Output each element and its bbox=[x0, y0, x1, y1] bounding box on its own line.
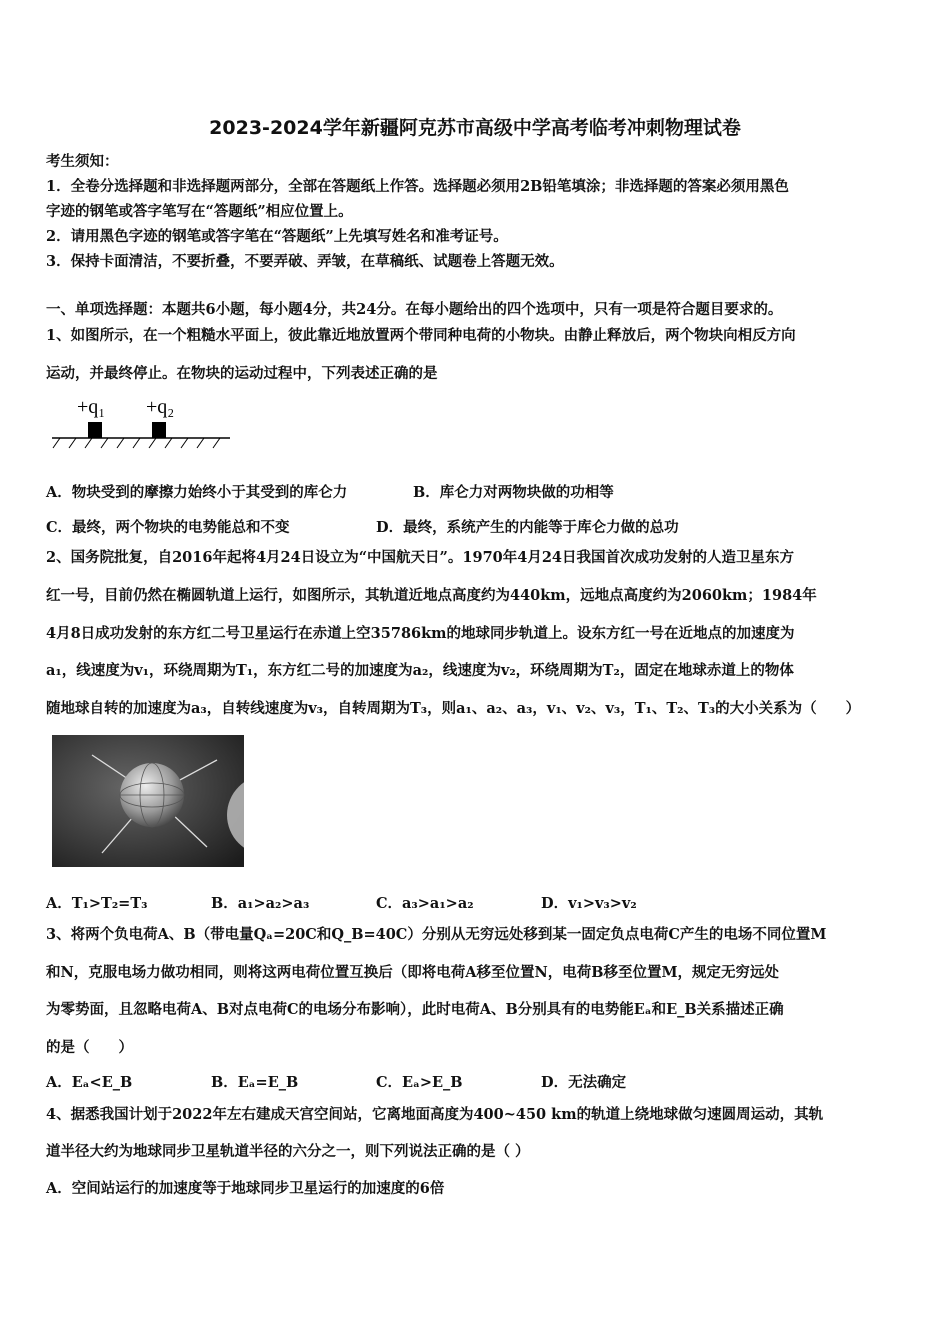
charge-label-1: +q₁ bbox=[77, 396, 106, 418]
section-heading: 一、单项选择题：本题共6小题，每小题4分，共24分。在每小题给出的四个选项中，只有一项是符合题目要求的。 bbox=[46, 301, 783, 318]
q3-option-b[interactable]: B．Eₐ=E_B bbox=[211, 1074, 299, 1091]
q4-stem: 4、据悉我国计划于2022年左右建成天宫空间站，它离地面高度为400~450 km的轨道上绕地球做匀速圆周运动，其轨 bbox=[46, 1106, 824, 1123]
q3-stem: 和N，克服电场力做功相同，则将这两电荷位置互换后（即将电荷A移至位置N，电荷B移至位置M，规定无穷远处 bbox=[46, 964, 780, 981]
q1-option-c[interactable]: C．最终，两个物块的电势能总和不变 bbox=[46, 519, 290, 536]
block-2 bbox=[152, 422, 166, 438]
q4-stem: 道半径大约为地球同步卫星轨道半径的六分之一，则下列说法正确的是（ ） bbox=[46, 1143, 530, 1160]
notice-heading: 考生须知： bbox=[46, 153, 119, 170]
q2-option-b[interactable]: B．a₁>a₂>a₃ bbox=[211, 895, 310, 912]
q3-option-d[interactable]: D．无法确定 bbox=[541, 1074, 627, 1091]
q3-stem: 为零势面，且忽略电荷A、B对点电荷C的电场分布影响），此时电荷A、B分别具有的电势能Eₐ和E_B关系描述正确 bbox=[46, 1001, 784, 1018]
q3-stem: 的是（ ） bbox=[46, 1039, 133, 1056]
q2-option-c[interactable]: C．a₃>a₁>a₂ bbox=[376, 895, 474, 912]
q2-stem: 2、国务院批复，自2016年起将4月24日设立为“中国航天日”。1970年4月24日我国首次成功发射的人造卫星东方 bbox=[46, 549, 795, 566]
q2-stem: 4月8日成功发射的东方红二号卫星运行在赤道上空35786km的地球同步轨道上。设东方红一号在近地点的加速度为 bbox=[46, 625, 795, 642]
notice-item: 2．请用黑色字迹的钢笔或答字笔在“答题纸”上先填写姓名和准考证号。 bbox=[46, 228, 508, 245]
notice-item: 字迹的钢笔或答字笔写在“答题纸”相应位置上。 bbox=[46, 203, 353, 220]
ground-hatching bbox=[53, 438, 220, 448]
q2-option-d[interactable]: D．v₁>v₃>v₂ bbox=[541, 895, 637, 912]
q1-stem: 运动，并最终停止。在物块的运动过程中，下列表述正确的是 bbox=[46, 365, 438, 382]
q4-option-a[interactable]: A．空间站运行的加速度等于地球同步卫星运行的加速度的6倍 bbox=[46, 1180, 445, 1197]
q1-option-d[interactable]: D．最终，系统产生的内能等于库仑力做的总功 bbox=[376, 519, 679, 536]
q3-option-c[interactable]: C．Eₐ>E_B bbox=[376, 1074, 463, 1091]
q1-option-a[interactable]: A．物块受到的摩擦力始终小于其受到的库仑力 bbox=[46, 484, 348, 501]
notice-item: 1．全卷分选择题和非选择题两部分，全部在答题纸上作答。选择题必须用2B铅笔填涂；非选择题的答案必须用黑色 bbox=[46, 178, 789, 195]
q2-option-a[interactable]: A．T₁>T₂=T₃ bbox=[46, 895, 148, 912]
q2-stem: 随地球自转的加速度为a₃，自转线速度为v₃，自转周期为T₃，则a₁、a₂、a₃，v₁、v₂、v₃，T₁、T₂、T₃的大小关系为（ ） bbox=[46, 700, 861, 717]
block-1 bbox=[88, 422, 102, 438]
q2-stem: 红一号，目前仍然在椭圆轨道上运行，如图所示，其轨道近地点高度约为440km，远地点高度约为2060km；1984年 bbox=[46, 587, 817, 604]
q1-stem: 1、如图所示，在一个粗糙水平面上，彼此靠近地放置两个带同种电荷的小物块。由静止释放后，两个物块向相反方向 bbox=[46, 327, 796, 344]
satellite-photo bbox=[52, 735, 244, 867]
notice-item: 3．保持卡面清洁，不要折叠，不要弄破、弄皱，在草稿纸、试题卷上答题无效。 bbox=[46, 253, 564, 270]
q1-figure bbox=[50, 393, 235, 455]
charge-label-2: +q₂ bbox=[146, 396, 175, 418]
q1-option-b[interactable]: B．库仑力对两物块做的功相等 bbox=[413, 484, 614, 501]
charges-on-surface-figure bbox=[50, 393, 235, 455]
exam-title: 2023-2024学年新疆阿克苏市高级中学高考临考冲刺物理试卷 bbox=[209, 117, 741, 139]
q3-stem: 3、将两个负电荷A、B（带电量Qₐ=20C和Q_B=40C）分别从无穷远处移到某一固定负点电荷C产生的电场不同位置M bbox=[46, 926, 827, 943]
q3-option-a[interactable]: A．Eₐ<E_B bbox=[46, 1074, 133, 1091]
q2-stem: a₁，线速度为v₁，环绕周期为T₁，东方红二号的加速度为a₂，线速度为v₂，环绕周期为T₂，固定在地球赤道上的物体 bbox=[46, 662, 794, 679]
